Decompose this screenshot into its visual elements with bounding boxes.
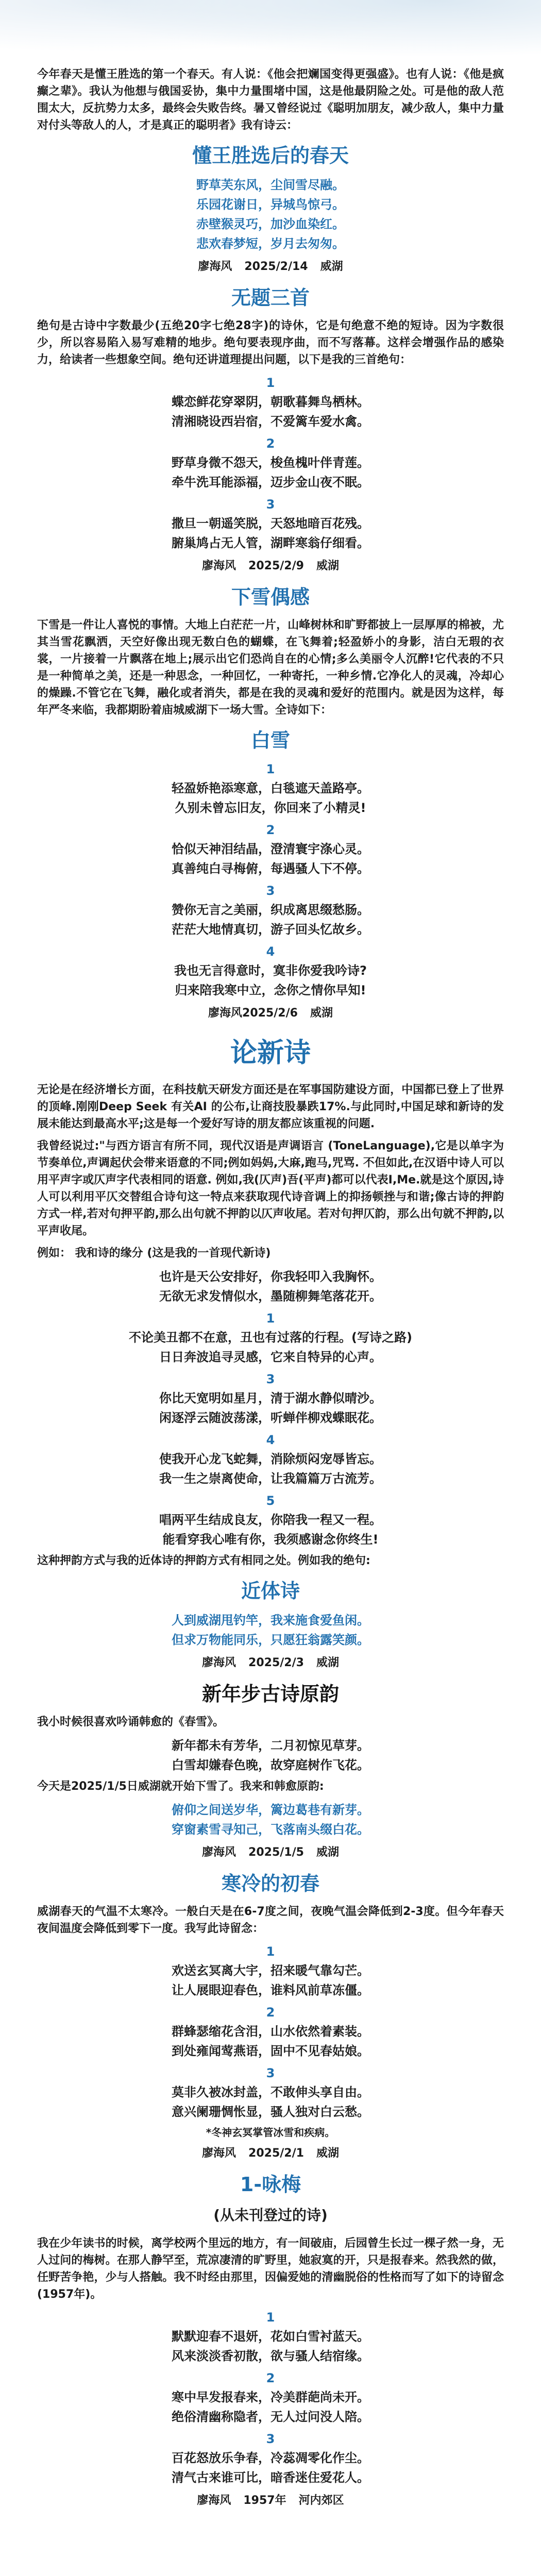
poem-line: 茫茫大地情真切，游子回头忆故乡。 [172, 922, 369, 937]
byline-author: 廖海风2025/2/6 [208, 1007, 298, 1020]
poem-stanza [37, 175, 504, 253]
byline-date: 2025/2/14 [244, 260, 308, 273]
poem-line: 能看穿我心唯有你，我须感谢念你终生! [162, 1532, 379, 1547]
section-title: 寒冷的初春 [221, 1872, 319, 1895]
section-paragraph: 绝句是古诗中字数最少(五绝20字七绝28字)的诗休，它是句绝意不绝的短诗。因为字数很少，所以容易陷入易写难精的地步。绝句要表现序曲，而不写落幕。这样会增强作品的感染力，给读者一些想象空间。绝句还讲道理提出问题，以下是我的三首绝句： [37, 319, 504, 366]
byline-place: 威湖 [310, 1007, 333, 1020]
poem-line: 欢送玄冥离大宇，招来暖气靠勾芒。 [172, 1963, 369, 1978]
stanza-number: 3 [266, 2066, 275, 2080]
byline-author: 廖海风 [202, 560, 236, 572]
section-title: 新年步古诗原韵 [201, 1683, 339, 1705]
poem-line: 寒中早发报春来，冷美群葩尚未开。 [172, 2390, 369, 2404]
intro-paragraph: 今年春天是懂王胜选的第一个春天。有人说：《他会把斓国变得更强盛》。也有人说：《他是疯癫之辈》。我认为他想与俄国妥协，集中力量围堵中国，这是他最阴险之处。可是他的敌人范围太大，反抗势力太多，最终会失败告终。暑又曾经说过《聪明加朋友，减少敌人，集中力量对付头等敌人的人，才是真正的聪明者》我有诗云： [37, 68, 504, 132]
poem-stanza [37, 2064, 504, 2122]
stanza-number: 2 [266, 2371, 275, 2385]
byline [37, 2492, 504, 2510]
poem-line: 闲逐浮云随波荡漾，听蝉伴柳戏蝶眠花。 [159, 1411, 382, 1425]
poem-stanza [37, 374, 504, 431]
poem-stanza [37, 760, 504, 818]
poem-line: 到处雍闻莺燕语，固中不见春姑娘。 [172, 2044, 369, 2058]
byline-author: 廖海风 [202, 2147, 236, 2160]
stanza-number: 1 [266, 2310, 275, 2325]
section-paragraph: 这种押韵方式与我的近体诗的押韵方式有相同之处。例如我的绝句: [37, 1554, 370, 1567]
stanza-number: 1 [266, 1944, 275, 1959]
byline-place: 威湖 [316, 1656, 339, 1669]
section-title: 白雪 [250, 729, 290, 752]
byline-date: 2025/2/1 [248, 2147, 304, 2160]
poem-stanza [37, 2369, 504, 2427]
stanza-number: 1 [266, 376, 275, 390]
poem-line: 赞你无言之美丽，织成离思缀愁肠。 [172, 903, 369, 917]
poem-line: 风来淡淡香初散，欲与骚人结宿缘。 [172, 2349, 369, 2363]
poem-stanza [37, 1309, 504, 1367]
byline-author: 廖海风 [202, 1846, 236, 1859]
poem-line: 你比天宽明如星月，清于湖水静似晴沙。 [159, 1391, 382, 1405]
poem-stanza [37, 1736, 504, 1775]
byline [37, 258, 504, 276]
byline-place: 威湖 [316, 560, 339, 572]
byline-date: 2025/2/3 [248, 1656, 304, 1669]
poem-line: 恰似天神泪结晶，澄清寰宇涤心灵。 [172, 842, 369, 856]
section-title: 近体诗 [241, 1580, 300, 1602]
poem-stanza [37, 2430, 504, 2487]
footnote: *冬神玄冥掌管冰雪和疾病。 [206, 2126, 335, 2139]
poem-line: 新年都未有芳华，二月初惊见草芽。 [172, 1738, 369, 1753]
poem-line: 不论美丑都不在意，丑也有过落的行程。(写诗之路) [129, 1330, 412, 1345]
poem-stanza [37, 882, 504, 939]
poem-stanza [37, 1942, 504, 2000]
byline-date: 1957年 [243, 2494, 286, 2507]
section-paragraph: 无论是在经济增长方面，在科技航天研发方面还是在军事国防建设方面，中国都已登上了世界的顶峰.刚刚Deep Seek 有关AI 的公布,让商技股暴跌17%.与此同时,中国足球和新诗的发展未能达到最高水平;这是每一个爱好写诗的朋友都应该重视的问题. [37, 1083, 504, 1130]
poem-line: 真善纯白寻梅俯，每遇骚人下不停。 [172, 861, 369, 876]
byline [37, 1654, 504, 1672]
poem-line: 乐园花谢日，异城鸟惊弓。 [196, 197, 345, 212]
byline-place: 威湖 [316, 1846, 339, 1859]
poem-line: 久别未曾忘旧友，你回来了小精灵! [175, 801, 366, 815]
poem-line: 蝶恋鲜花穿翠阴，朝歌暮舞鸟栖林。 [172, 395, 369, 409]
poem-line: 绝俗清幽称隐者，无人过问没人陪。 [172, 2410, 369, 2424]
poem-line: 我一生之崇离使命，让我篇篇万古流芳。 [159, 1471, 382, 1486]
poem-stanza [37, 1431, 504, 1488]
poem-line: 悲欢春梦短，岁月去匆匆。 [196, 236, 345, 251]
section-paragraph: 我曾经说过:"与西方语言有所不同，现代汉语是声调语言 (ToneLanguage),它是以单字为节奏单位,声调起伏会带来语意的不同;例如妈妈,大麻,跑马,咒骂. 不但如此,在汉语中诗人可以用平声字或仄声字代表相同的语意. 例如,我(仄声)吾(平声)都可以代表I,Me.就是这个原因,诗人可以利用平仄交替组合诗句这一特点来获取现代诗音调上的抑扬顿挫与和谐;像古诗的押韵方式一样,若对句押平韵,那么出句就不押韵以仄声收尾。若对句押仄韵，那么出句就不押韵,以平声收尾。 [37, 1140, 504, 1238]
poem-line: 无欲无求发情似水，墨随柳舞笔落花开。 [159, 1289, 382, 1303]
byline [37, 557, 504, 575]
poem-line: 也许是天公安排好，你我轻叩入我胸怀。 [159, 1269, 382, 1284]
byline-place: 威湖 [320, 260, 343, 273]
stanza-number: 2 [266, 2005, 275, 2020]
section-paragraph: 例如： 我和诗的缘分 (这是我的一首现代新诗) [37, 1247, 271, 1260]
poem-line: 轻盈娇艳添寒意，白毯遮天盖路亭。 [172, 781, 369, 795]
byline [37, 1843, 504, 1862]
section-title-suffix: (从未刊登过的诗) [213, 2207, 328, 2224]
byline-date: 2025/2/9 [248, 560, 304, 572]
byline-date: 2025/1/5 [248, 1846, 304, 1859]
poem-line: 清湘晓设西岩宿，不爱篱车爱水禽。 [172, 414, 369, 429]
poem-line: 日日奔波追寻灵感，它来自特异的心声。 [159, 1350, 382, 1364]
poem-line: 唱两平生结成良友，你陪我一程又一程。 [159, 1513, 382, 1527]
section-title: 无题三首 [231, 286, 310, 309]
poem-line: 牵牛洗耳能添福，迈步金山夜不眠。 [172, 475, 369, 489]
stanza-number: 2 [266, 823, 275, 837]
section-title: 论新诗 [230, 1038, 311, 1069]
poem-line: 清气古来谁可比，暗香迷住爱花人。 [172, 2470, 369, 2485]
poem-line: 腑巢鸠占无人管，湖畔寒翁仔细看。 [172, 536, 369, 550]
stanza-number: 4 [266, 944, 275, 959]
poem-line: 默默迎春不退妍，花如白雪衬蓝天。 [172, 2329, 369, 2344]
section-title: 下雪偶感 [231, 586, 310, 608]
poem-stanza [37, 1267, 504, 1306]
poem-stanza [37, 1800, 504, 1839]
article-content [37, 66, 504, 2517]
poem-line: 但求万物能同乐，只愿狂翁露笑颜。 [172, 1633, 369, 1647]
poem-stanza [37, 2308, 504, 2366]
poem-line: 归来陪我寒中立，念你之情你早知! [175, 983, 366, 997]
poem-line: 撒旦一朝遥笑脱，天怒地暗百花残。 [172, 516, 369, 531]
poem-line: 让人展眼迎春色，谁料风前草冻僵。 [172, 1983, 369, 1997]
poem-stanza [37, 2003, 504, 2061]
poem-line: 使我开心龙飞蛇舞，消除烦闷宠辱皆忘。 [159, 1452, 382, 1466]
stanza-number: 1 [266, 762, 275, 776]
poem-line: 白雪却嫌春色晚，故穿庭树作飞花。 [172, 1758, 369, 1772]
poem-stanza [37, 495, 504, 553]
poem-line: 百花怒放乐争春，冷蕊凋零化作尘。 [172, 2451, 369, 2465]
section-title-row [37, 2170, 504, 2230]
section-paragraph: 今天是2025/1/5日威湖就开始下雪了。我来和韩愈原韵: [37, 1780, 324, 1793]
poem-stanza [37, 434, 504, 492]
section-paragraph: 下雪是一件让人喜悦的事情。大地上白茫茫一片，山峰树林和旷野都披上一层厚厚的棉被，尤其当雪花飘洒，天空好像出现无数白色的蝴蝶，在飞舞着;轻盈娇小的身影，洁白无瑕的衣裳，一片接着一片飘落在地上;展示出它们恐尚自在的心情;多么美丽令人沉醉!它代表的不只是一种简单之美，还是一种思念，一种回忆，一种寄托，一种乡情.它净化人的灵魂，冷却心的燥躁.不管它在飞舞，融化或者消失，都是在我的灵魂和爱好的范围内。就是因为这样，每年严冬来临，我都期盼着庙城威湖下一场大雪。全诗如下： [37, 619, 504, 717]
poem-line: 赤壁猴灵巧，加沙血染红。 [196, 217, 345, 231]
byline [37, 1004, 504, 1023]
section-paragraph: 我在少年读书的时候，离学校两个里远的地方，有一间破庙，后园曾生长过一棵孑然一身，无人过问的梅树。在那人静罕至，荒凉凄清的旷野里，她寂寞的开，只是报春来。然我然的做，任野苦争艳，少与人搭触。我不时经由那里，因偏爱她的清幽脱俗的性格而写了如下的诗留念(1957年)。 [37, 2237, 504, 2301]
poem-line: 莫非久被冰封盖，不敢伸头享自由。 [172, 2085, 369, 2099]
byline-place: 河内郊区 [298, 2494, 344, 2507]
cloud-background [0, 0, 541, 67]
stanza-number: 3 [266, 884, 275, 898]
poem-line: 野草身微不怨天，梭鱼槐叶伴青莲。 [172, 455, 369, 470]
stanza-number: 2 [266, 436, 275, 451]
poem-stanza [37, 821, 504, 878]
stanza-number: 3 [266, 1372, 275, 1386]
byline-place: 威湖 [316, 2147, 339, 2160]
byline-author: 廖海风 [197, 2494, 231, 2507]
section-title: 懂王胜选后的春天 [192, 144, 349, 167]
byline-author: 廖海风 [202, 1656, 236, 1669]
section-paragraph: 威湖春天的气温不太寒冷。一般白天是在6-7度之间，夜晚气温会降低到2-3度。但今年春天夜间温度会降低到零下一度。我写此诗留念： [37, 1905, 504, 1935]
stanza-number: 1 [266, 1311, 275, 1326]
stanza-number: 4 [266, 1433, 275, 1447]
stanza-number: 3 [266, 2432, 275, 2446]
poem-line: 野草芙东风，尘间雪尽融。 [196, 178, 345, 192]
byline [37, 2144, 504, 2163]
poem-stanza [37, 1611, 504, 1650]
poem-line: 俯仰之间送岁华，篱边葛巷有新芽。 [172, 1803, 369, 1817]
byline-author: 廖海风 [198, 260, 232, 273]
poem-stanza [37, 1370, 504, 1428]
poem-stanza [37, 1492, 504, 1549]
poem-line: 穿窗素雪寻知己，飞落南头缀白花。 [172, 1822, 369, 1837]
poem-line: 群蜂瑟缩花含泪，山水依然着素装。 [172, 2024, 369, 2039]
poem-line: 人到威湖甩钓竿，我来施食爱鱼闲。 [172, 1613, 369, 1628]
section-title: 1-咏梅 [240, 2173, 301, 2196]
poem-line: 意兴阑珊惆怅显，骚人独对白云愁。 [172, 2105, 369, 2119]
poem-stanza [37, 942, 504, 1000]
stanza-number: 5 [266, 1494, 275, 1508]
stanza-number: 3 [266, 497, 275, 512]
section-paragraph: 我小时候很喜欢吟诵韩愈的《春雪》。 [37, 1716, 225, 1728]
poem-line: 我也无言得意时，寞非你爱我吟诗? [174, 963, 367, 978]
